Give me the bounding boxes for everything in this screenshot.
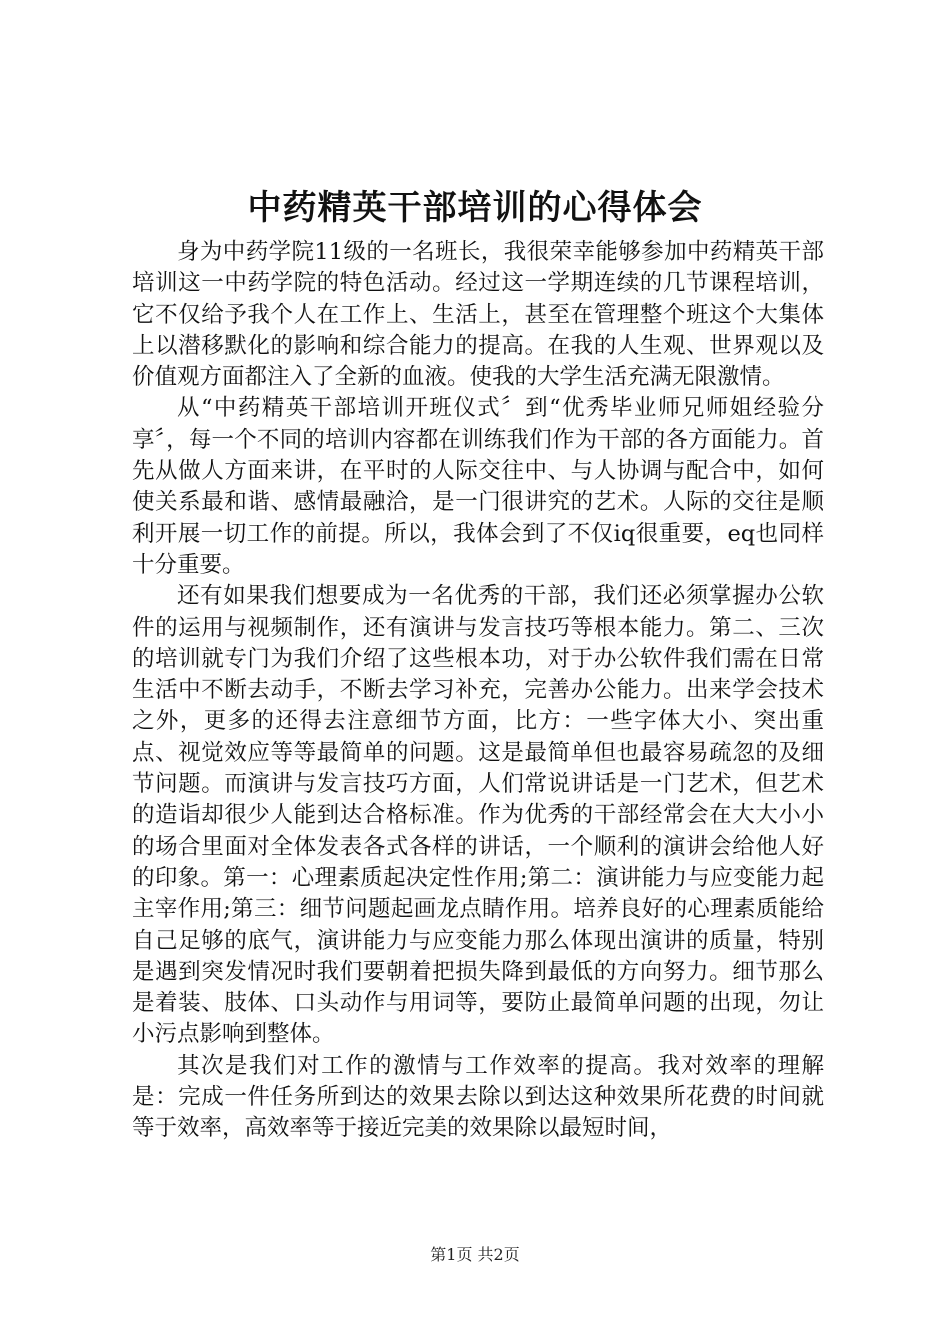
document-title: 中药精英干部培训的心得体会 [247,188,703,228]
paragraph-3: 还有如果我们想要成为一名优秀的干部，我们还必须掌握办公软件的运用与视频制作，还有演讲与发言技巧等根本能力。第二、三次的培训就专门为我们介绍了这些根本功，对于办公软件我们需在日常生活中不断去动手，不断去学习补充，完善办公能力。出来学会技术之外，更多的还得去注意细节方面，比方：一些字体大小、突出重点、视觉效应等等最简单的问题。这是最简单但也最容易疏忽的及细节问题。而演讲与发言技巧方面，人们常说讲话是一门艺术，但艺术的造诣却很少人能到达合格标准。作为优秀的干部经常会在大大小小的场合里面对全体发表各式各样的讲话，一个顺利的演讲会给他人好的印象。第一：心理素质起决定性作用;第二：演讲能力与应变能力起主宰作用;第三：细节问题起画龙点睛作用。培养良好的心理素质能给自己足够的底气，演讲能力与应变能力那么体现出演讲的质量，特别是遇到突发情况时我们要朝着把损失降到最低的方向努力。细节那么是着装、肢体、口头动作与用词等，要防止最简单问题的出现，勿让小污点影响到整体。 [132,583,824,1048]
paragraph-4: 其次是我们对工作的激情与工作效率的提高。我对效率的理解是：完成一件任务所到达的效果去除以到达这种效果所花费的时间就等于效率，高效率等于接近完美的效果除以最短时间， [132,1052,824,1142]
document-body [132,237,824,1145]
paragraph-1: 身为中药学院11级的一名班长，我很荣幸能够参加中药精英干部培训这一中药学院的特色活动。经过这一学期连续的几节课程培训，它不仅给予我个人在工作上、生活上，甚至在管理整个班这个大集体上以潜移默化的影响和综合能力的提高。在我的人生观、世界观以及价值观方面都注入了全新的血液。使我的大学生活充满无限激情。 [132,239,824,391]
paragraph-2: 从“中药精英干部培训开班仪式〞到“优秀毕业师兄师姐经验分享〞，每一个不同的培训内容都在训练我们作为干部的各方面能力。首先从做人方面来讲，在平时的人际交往中、与人协调与配合中，如何使关系最和谐、感情最融洽，是一门很讲究的艺术。人际的交往是顺利开展一切工作的前提。所以，我体会到了不仅iq很重要，eq也同样十分重要。 [132,395,824,578]
page-footer: 第1页 共2页 [430,1245,520,1264]
